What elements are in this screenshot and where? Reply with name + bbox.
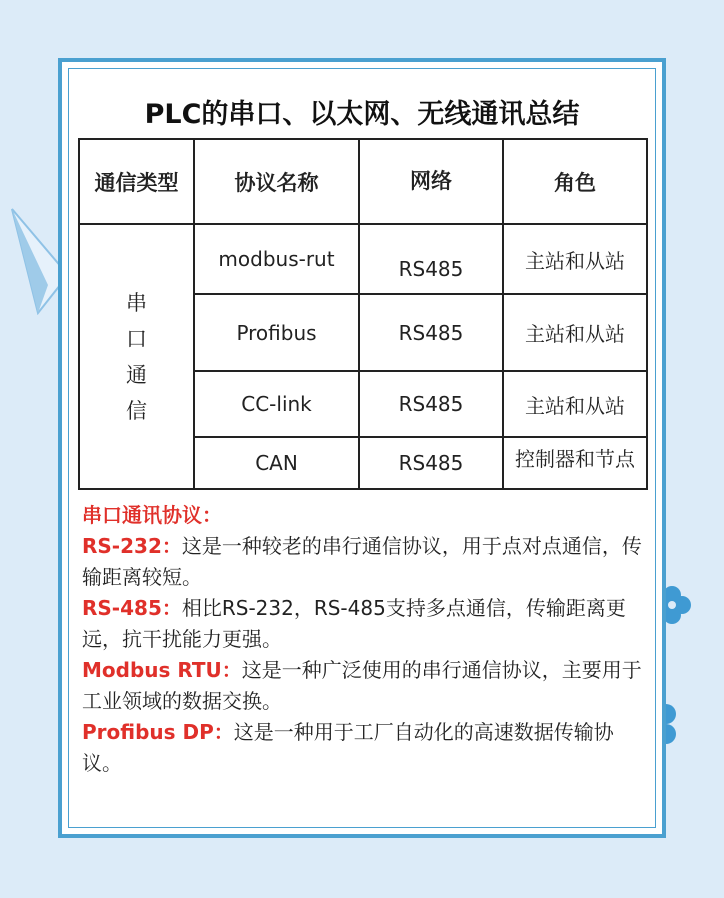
note-text: 相比RS-232，RS-485支持多点通信，传输距离更远，抗干扰能力更强。 xyxy=(82,596,626,651)
header-type: 通信类型 xyxy=(94,170,179,195)
category-serial xyxy=(80,225,193,488)
note-text: 这是一种用于工厂自动化的高速数据传输协议。 xyxy=(82,720,614,775)
header-role: 角色 xyxy=(554,170,596,195)
role-cell: 主站和从站 xyxy=(525,248,625,273)
protocol-cell: Profibus xyxy=(236,320,317,345)
notes-heading: 串口通讯协议： xyxy=(82,503,222,527)
note-text: 这是一种广泛使用的串行通信协议，主要用于工业领域的数据交换。 xyxy=(82,658,642,713)
protocol-cell: CAN xyxy=(255,451,298,475)
page-title: PLC的串口、以太网、无线通讯总结 xyxy=(144,99,580,130)
note-item xyxy=(82,531,652,593)
role-cell: 主站和从站 xyxy=(525,393,625,418)
note-term: Modbus RTU： xyxy=(82,658,242,682)
note-item xyxy=(82,593,652,655)
note-term: Profibus DP： xyxy=(82,720,234,744)
header-network: 网络 xyxy=(410,169,452,193)
note-term: RS-232： xyxy=(82,534,182,558)
category-char: 通 xyxy=(126,362,147,387)
notes-section xyxy=(82,500,652,779)
protocol-cell: CC-link xyxy=(241,392,312,416)
header-protocol: 协议名称 xyxy=(234,170,319,195)
network-cell: RS485 xyxy=(398,392,464,416)
role-cell: 控制器和节点 xyxy=(515,446,635,471)
network-cell: RS485 xyxy=(398,320,464,345)
protocol-cell: modbus-rut xyxy=(218,247,335,271)
category-char: 信 xyxy=(126,398,147,423)
note-item xyxy=(82,717,652,779)
note-item xyxy=(82,655,652,717)
note-text: 这是一种较老的串行通信协议，用于点对点通信，传输距离较短。 xyxy=(82,534,642,589)
category-char: 口 xyxy=(126,326,147,351)
protocol-table xyxy=(78,138,648,490)
network-cell: RS485 xyxy=(398,451,464,475)
note-term: RS-485： xyxy=(82,596,182,620)
role-cell: 主站和从站 xyxy=(525,322,625,346)
network-cell: RS485 xyxy=(398,257,464,281)
category-char: 串 xyxy=(126,290,147,315)
